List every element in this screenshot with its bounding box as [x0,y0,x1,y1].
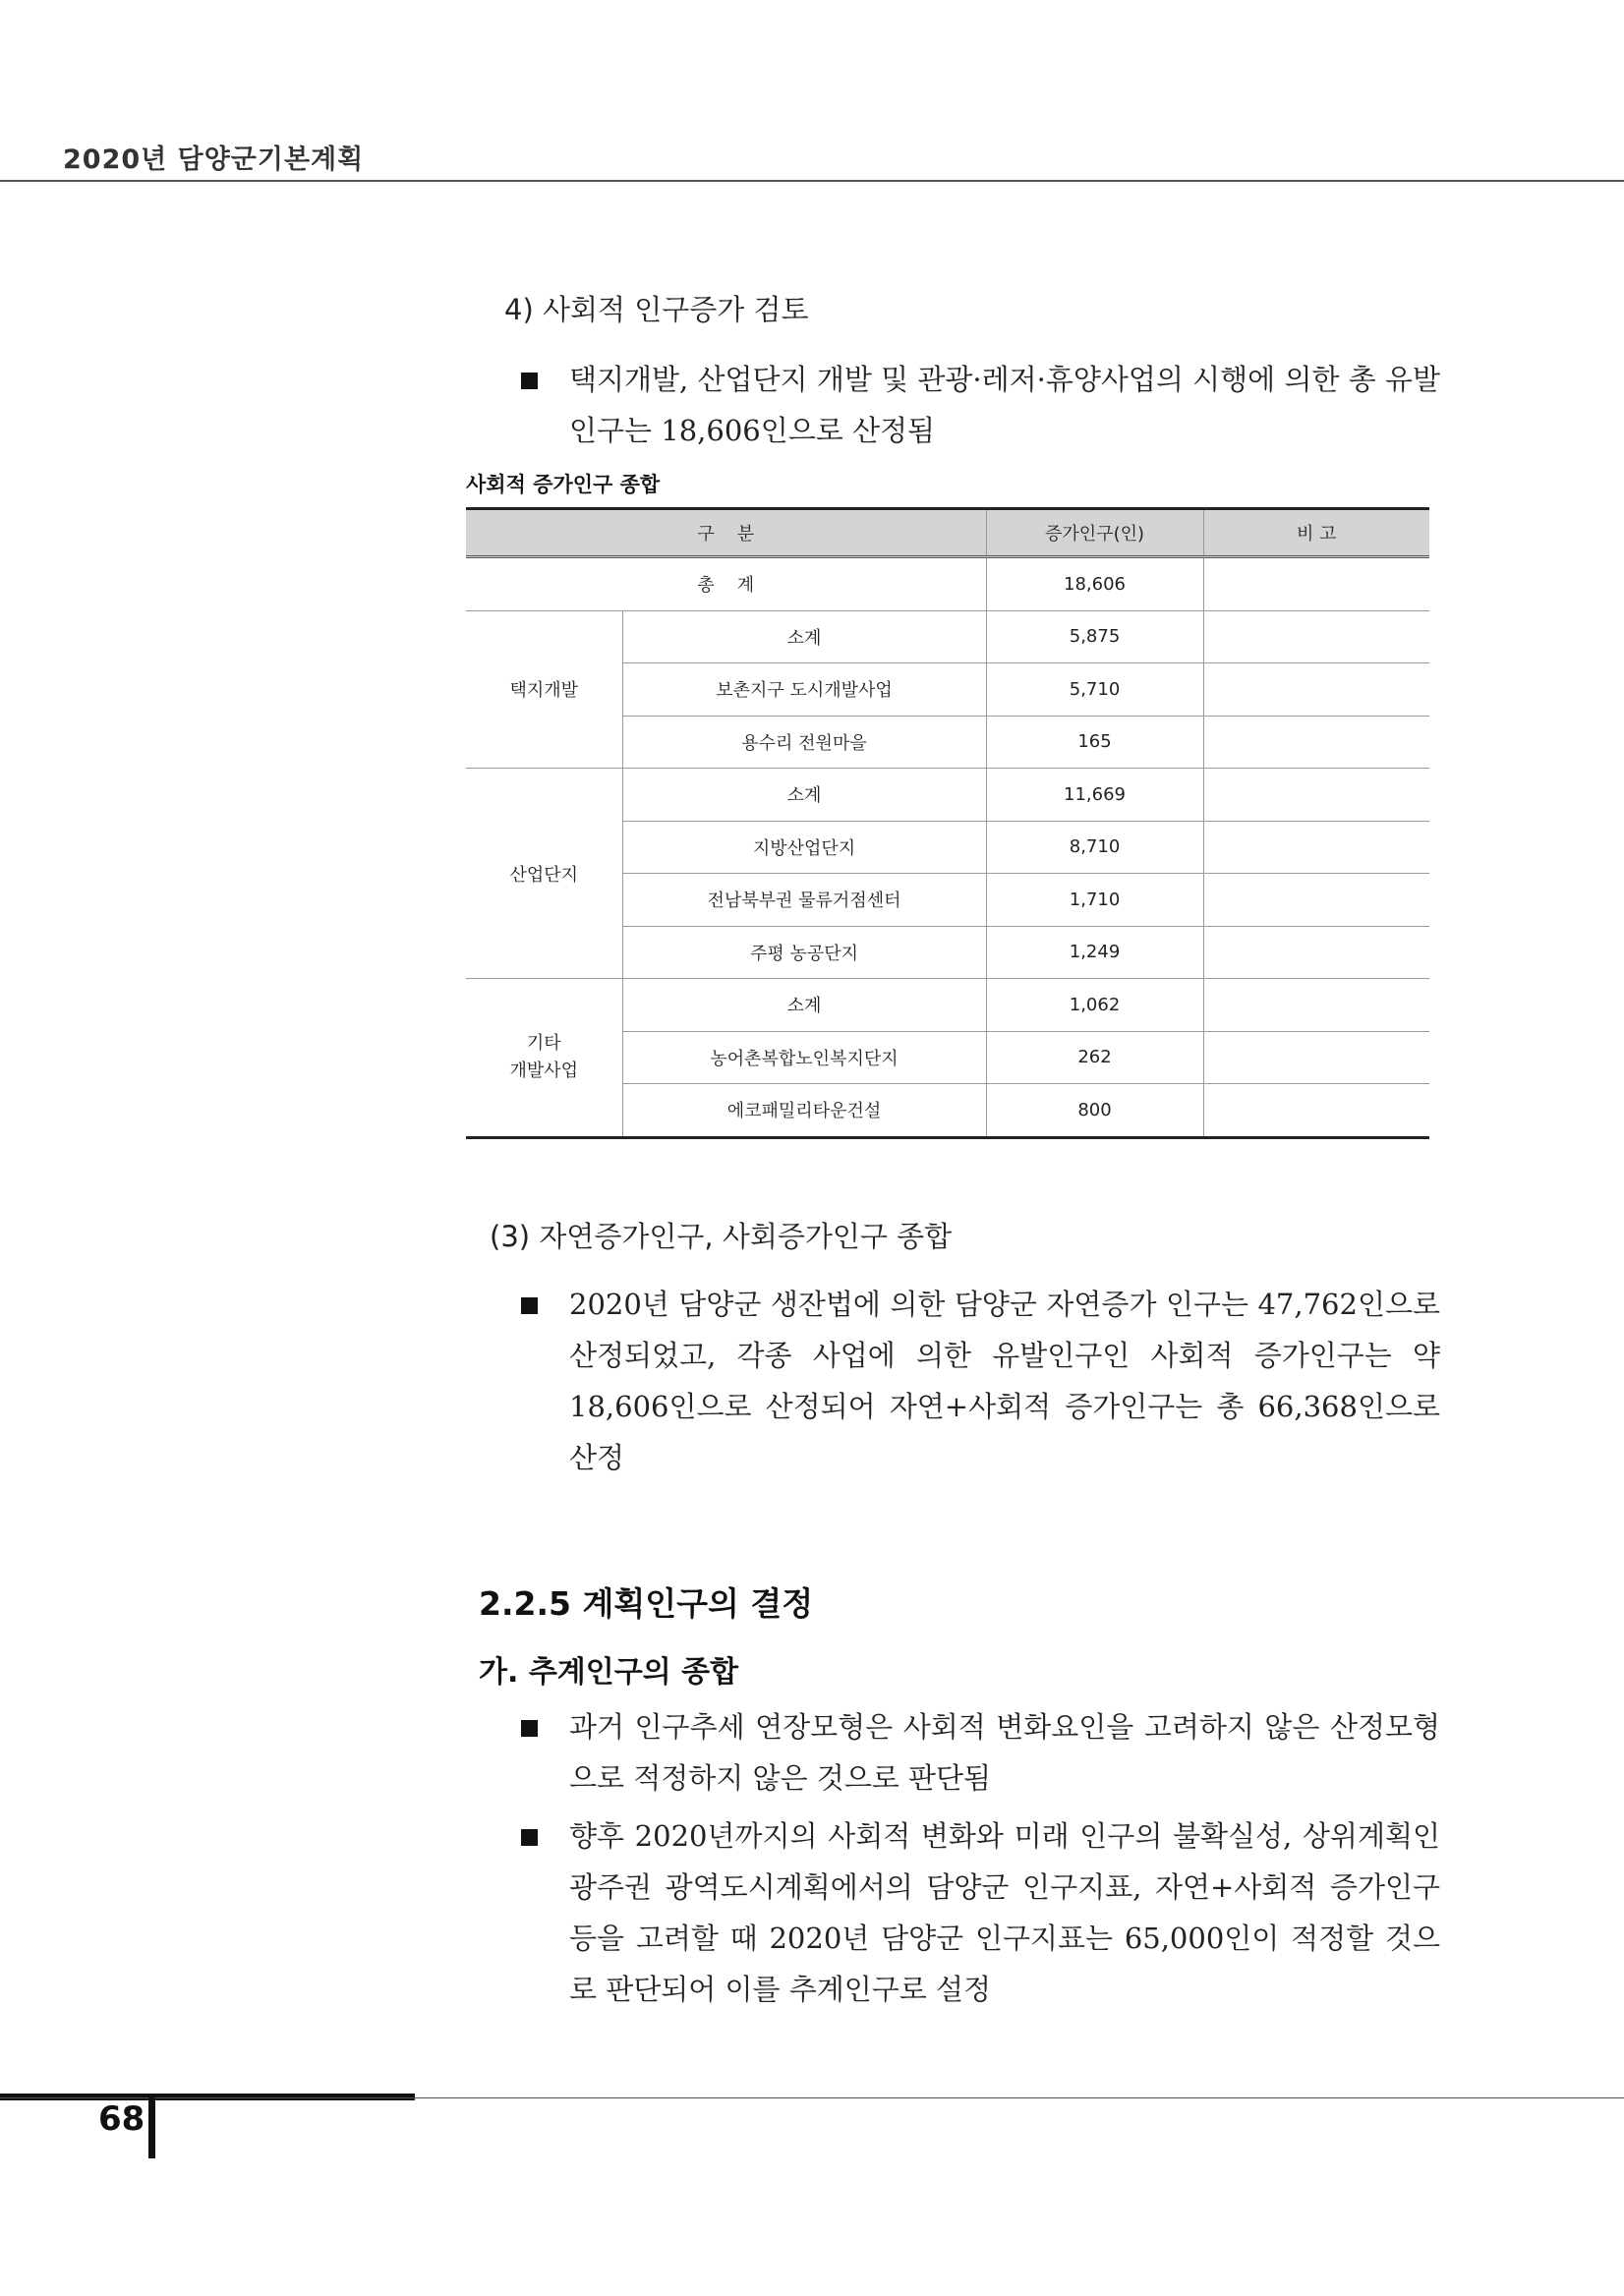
row-label: 주평 농공단지 [622,926,986,979]
header-category: 구 분 [466,509,986,557]
row-value: 5,875 [986,610,1203,663]
bullet-population-target [521,1810,1440,2015]
square-bullet-icon [521,1720,538,1737]
note-cell [1203,769,1429,822]
note-cell [1203,663,1429,717]
row-label: 보촌지구 도시개발사업 [622,663,986,717]
row-label: 에코패밀리타운건설 [622,1084,986,1138]
header-note: 비 고 [1203,509,1429,557]
row-value: 11,669 [986,769,1203,822]
row-label: 전남북부권 물류거점센터 [622,874,986,927]
running-header-title: 2020년 담양군기본계획 [63,144,365,175]
note-cell [1203,557,1429,611]
note-cell [1203,610,1429,663]
group-name-housing: 택지개발 [466,610,622,769]
table-caption: 사회적 증가인구 종합 [466,473,661,496]
bullet-trend-model [521,1701,1440,1804]
group-name-other: 기타 개발사업 [466,979,622,1138]
table-row-total [466,557,1429,611]
square-bullet-icon [521,1829,538,1846]
section-heading-social-increase: 4) 사회적 인구증가 검토 [504,293,809,326]
bullet-text: 과거 인구추세 연장모형은 사회적 변화요인을 고려하지 않은 산정모형으로 적정하지 않은 것으로 판단됨 [569,1710,1440,1795]
header-population: 증가인구(인) [986,509,1203,557]
row-value: 165 [986,716,1203,769]
note-cell [1203,1084,1429,1138]
page-number: 68 [98,2099,145,2139]
row-value: 800 [986,1084,1203,1138]
row-label: 소계 [622,610,986,663]
row-label: 소계 [622,979,986,1032]
row-label: 소계 [622,769,986,822]
note-cell [1203,821,1429,874]
bullet-text: 택지개발, 산업단지 개발 및 관광·레저·휴양사업의 시행에 의한 총 유발인구는 18,606인으로 산정됨 [569,363,1440,447]
row-value: 262 [986,1031,1203,1084]
table-row [466,769,1429,822]
total-value: 18,606 [986,557,1203,611]
row-value: 5,710 [986,663,1203,717]
social-population-table [466,507,1429,1139]
row-value: 1,062 [986,979,1203,1032]
row-label: 용수리 전원마을 [622,716,986,769]
table-row [466,979,1429,1032]
square-bullet-icon [521,1297,538,1314]
page-number-bar [148,2097,155,2158]
section-heading-planned-population: 2.2.5 계획인구의 결정 [479,1584,814,1623]
row-label: 지방산업단지 [622,821,986,874]
group-name-industrial: 산업단지 [466,769,622,979]
note-cell [1203,874,1429,927]
total-label: 총 계 [466,557,986,611]
note-cell [1203,926,1429,979]
subheading-estimated-population: 가. 추계인구의 종합 [479,1655,739,1690]
note-cell [1203,1031,1429,1084]
bullet-text: 2020년 담양군 생잔법에 의한 담양군 자연증가 인구는 47,762인으로 산정되었고, 각종 사업에 의한 유발인구인 사회적 증가인구는 약 18,606인으로 산정되어 자연+사회적 증가인구는 총 66,368인으로 산정 [569,1288,1440,1474]
table-header-row [466,509,1429,557]
row-value: 1,249 [986,926,1203,979]
row-value: 1,710 [986,874,1203,927]
row-value: 8,710 [986,821,1203,874]
bullet-social-increase [521,354,1440,456]
footer-rule [0,2097,1624,2098]
bullet-combined-population [521,1279,1440,1483]
note-cell [1203,979,1429,1032]
table-row [466,610,1429,663]
row-label: 농어촌복합노인복지단지 [622,1031,986,1084]
note-cell [1203,716,1429,769]
header-rule [0,180,1624,182]
bullet-text: 향후 2020년까지의 사회적 변화와 미래 인구의 불확실성, 상위계획인 광주권 광역도시계획에서의 담양군 인구지표, 자연+사회적 증가인구 등을 고려할 때 2020년 담양군 인구지표는 65,000인이 적정할 것으로 판단되어 이를 추계인구로 설정 [569,1819,1440,2006]
section-heading-combined: (3) 자연증가인구, 사회증가인구 종합 [490,1220,953,1253]
square-bullet-icon [521,373,538,389]
